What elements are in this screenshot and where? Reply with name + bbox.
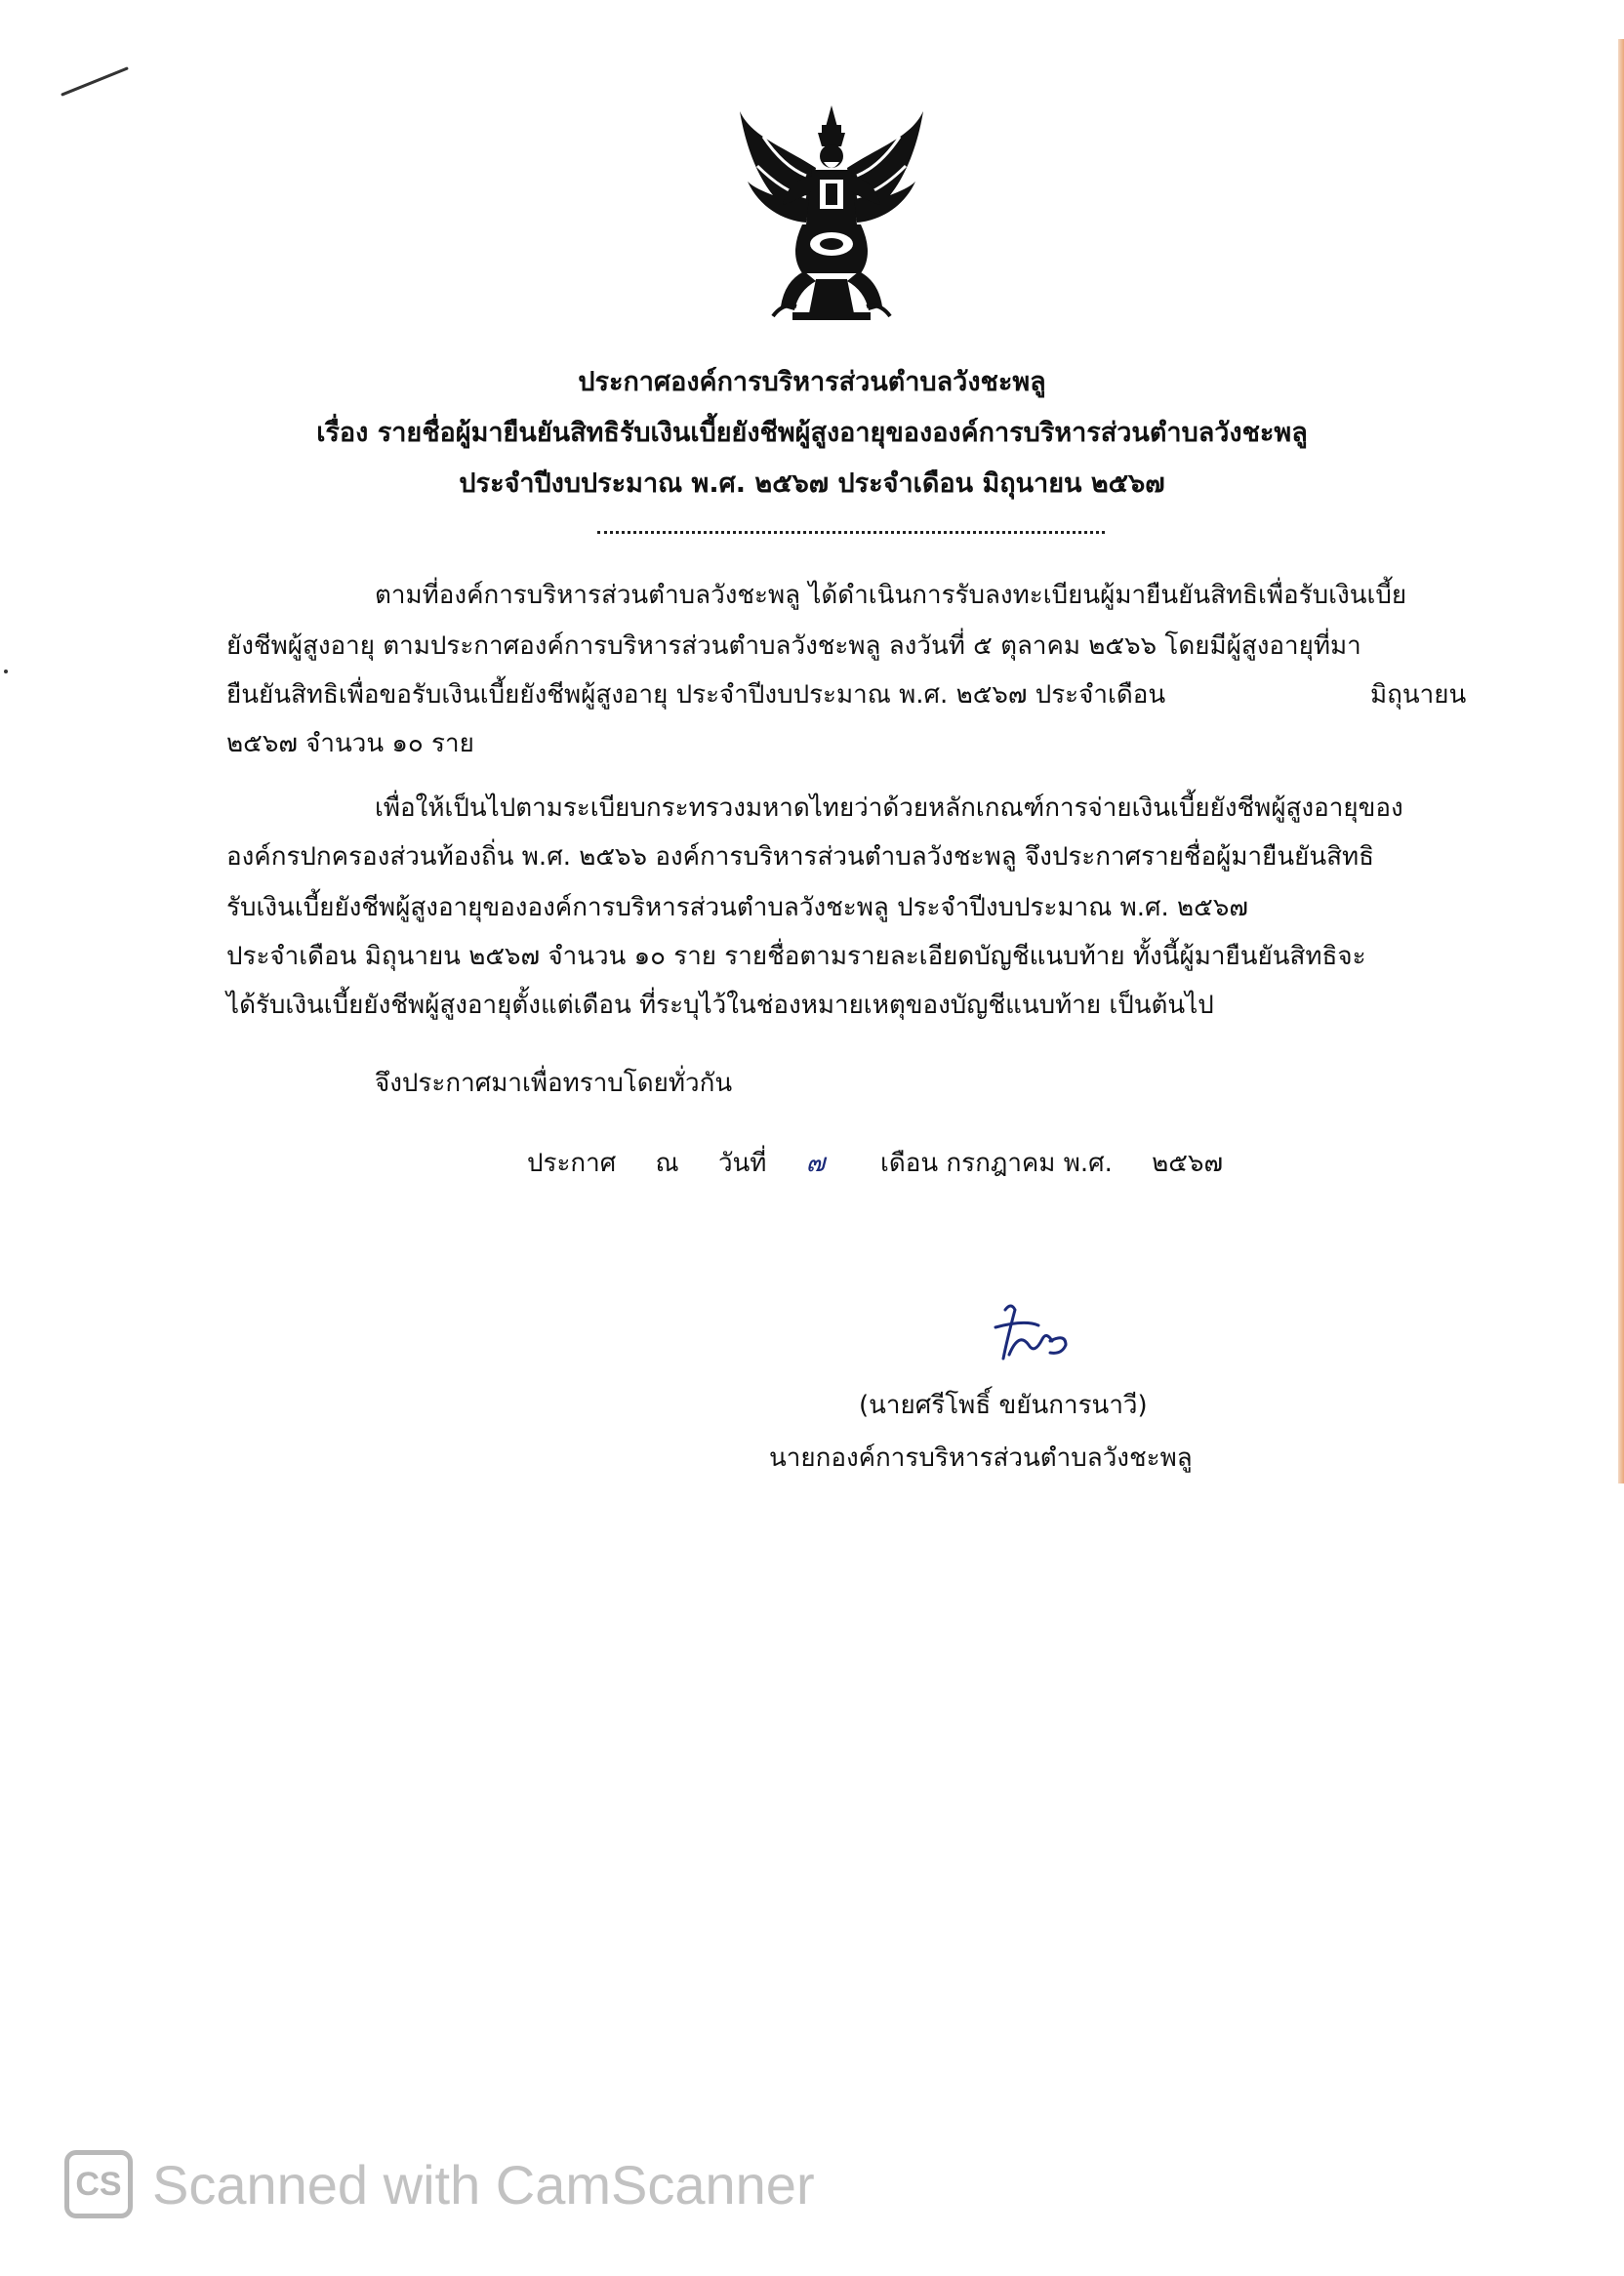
title-divider bbox=[597, 531, 1105, 534]
scan-edge bbox=[1618, 39, 1624, 1483]
announcement-title: ประกาศองค์การบริหารส่วนตำบลวังชะพลู bbox=[578, 367, 1046, 397]
announce-day-label: วันที่ bbox=[717, 1149, 767, 1178]
closing-sentence: จึงประกาศมาเพื่อทราบโดยทั่วกัน bbox=[375, 1069, 733, 1098]
paragraph-line: ได้รับเงินเบี้ยยังชีพผู้สูงอายุตั้งแต่เดือน ที่ระบุไว้ในช่องหมายเหตุของบัญชีแนบท้าย เป็นต้นไป bbox=[226, 991, 1214, 1020]
paragraph-line: เพื่อให้เป็นไปตามระเบียบกระทรวงมหาดไทยว่าด้วยหลักเกณฑ์การจ่ายเงินเบี้ยยังชีพผู้สูงอายุของ bbox=[375, 793, 1403, 823]
paragraph-line: มิถุนายน bbox=[1370, 680, 1467, 710]
paragraph-line: ๒๕๖๗ จำนวน ๑๐ ราย bbox=[226, 729, 474, 758]
announce-year: ๒๕๖๗ bbox=[1152, 1149, 1224, 1178]
paragraph-line: ยังชีพผู้สูงอายุ ตามประกาศองค์การบริหารส่วนตำบลวังชะพลู ลงวันที่ ๕ ตุลาคม ๒๕๖๖ โดยมีผู้สูงอายุที่มา bbox=[226, 631, 1361, 661]
announce-month-label: เดือน กรกฎาคม พ.ศ. bbox=[879, 1149, 1113, 1178]
watermark-text: Scanned with CamScanner bbox=[152, 2153, 815, 2215]
paragraph-line: ตามที่องค์การบริหารส่วนตำบลวังชะพลู ได้ดำเนินการรับลงทะเบียนผู้มายืนยันสิทธิเพื่อรับเงินเบี้ย bbox=[375, 581, 1407, 610]
announce-at: ณ bbox=[655, 1149, 679, 1178]
pen-mark bbox=[61, 66, 129, 97]
signer-position: นายกองค์การบริหารส่วนตำบลวังชะพลู bbox=[769, 1443, 1193, 1473]
stray-dot bbox=[4, 670, 8, 673]
announce-label: ประกาศ bbox=[527, 1149, 617, 1178]
paragraph-line-row bbox=[226, 677, 1165, 712]
announcement-period: ประจำปีงบประมาณ พ.ศ. ๒๕๖๗ ประจำเดือน มิถุนายน ๒๕๖๗ bbox=[459, 468, 1165, 499]
announcement-date bbox=[527, 1146, 1254, 1181]
signature-icon bbox=[986, 1298, 1074, 1376]
signer-name: (นายศรีโพธิ์ ขยันการนาวี) bbox=[859, 1391, 1148, 1420]
paragraph-line: องค์กรปกครองส่วนท้องถิ่น พ.ศ. ๒๕๖๖ องค์การบริหารส่วนตำบลวังชะพลู จึงประกาศรายชื่อผู้มายืนยันสิทธิ bbox=[226, 842, 1375, 872]
camscanner-watermark bbox=[64, 2147, 815, 2221]
paragraph-line: ยืนยันสิทธิเพื่อขอรับเงินเบี้ยยังชีพผู้สูงอายุ ประจำปีงบประมาณ พ.ศ. ๒๕๖๗ ประจำเดือน bbox=[226, 680, 1166, 710]
paragraph-line: รับเงินเบี้ยยังชีพผู้สูงอายุขององค์การบริหารส่วนตำบลวังชะพลู ประจำปีงบประมาณ พ.ศ. ๒๕๖๗ bbox=[226, 893, 1248, 922]
announce-day-value: ๗ bbox=[805, 1149, 826, 1178]
paragraph-line: ประจำเดือน มิถุนายน ๒๕๖๗ จำนวน ๑๐ ราย รายชื่อตามรายละเอียดบัญชีแนบท้าย ทั้งนี้ผู้มายืนยันสิทธิจะ bbox=[226, 942, 1366, 971]
garuda-emblem-icon bbox=[734, 98, 929, 332]
camscanner-logo-icon: CS bbox=[64, 2150, 133, 2218]
announcement-subject: เรื่อง รายชื่อผู้มายืนยันสิทธิรับเงินเบี้ยยังชีพผู้สูงอายุขององค์การบริหารส่วนตำบลวังชะพลู bbox=[316, 418, 1308, 448]
